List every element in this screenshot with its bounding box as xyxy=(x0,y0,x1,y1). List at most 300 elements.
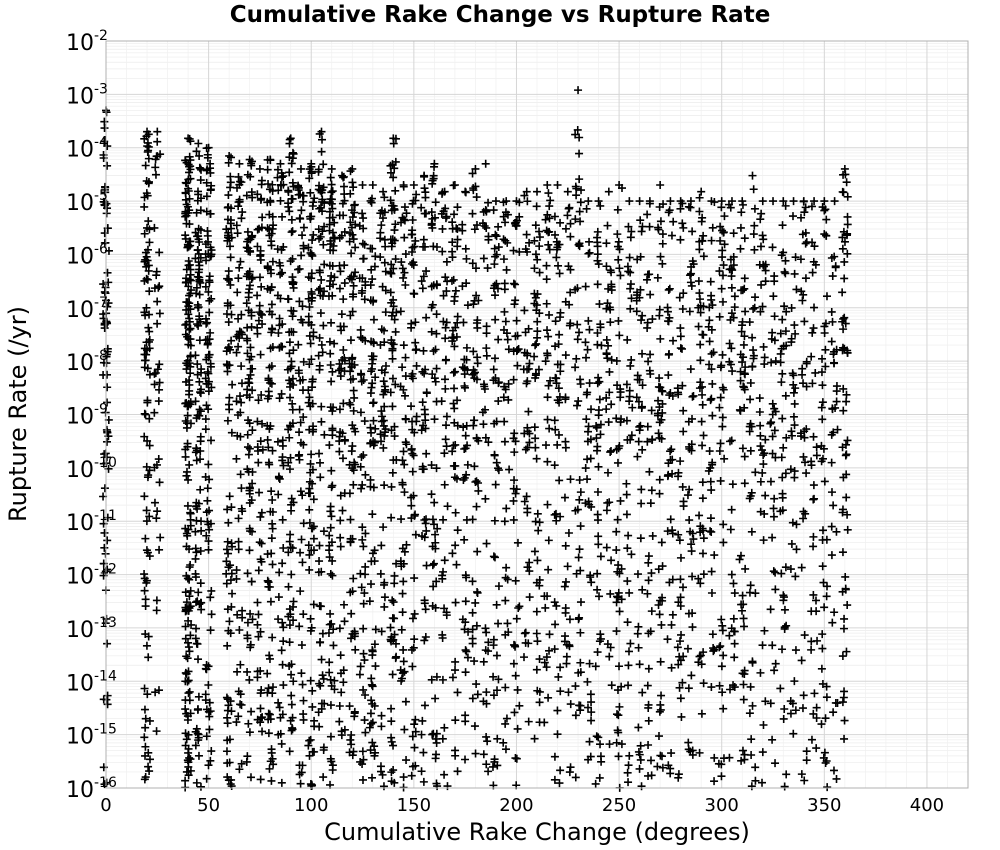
data-point xyxy=(810,324,818,332)
data-point xyxy=(758,779,766,787)
data-point xyxy=(206,593,214,601)
data-point xyxy=(800,197,808,205)
data-point xyxy=(439,735,447,743)
data-point xyxy=(197,389,205,397)
data-point xyxy=(399,577,407,585)
data-point xyxy=(647,499,655,507)
data-point xyxy=(613,710,621,718)
data-point xyxy=(510,448,518,456)
data-point xyxy=(778,453,786,461)
data-point xyxy=(360,650,368,658)
data-point xyxy=(654,274,662,282)
data-point xyxy=(402,698,410,706)
data-point xyxy=(232,455,240,463)
data-point xyxy=(562,225,570,233)
data-point xyxy=(514,604,522,612)
data-point xyxy=(377,722,385,730)
data-point xyxy=(748,528,756,536)
data-point xyxy=(605,188,613,196)
data-point xyxy=(309,231,317,239)
data-point xyxy=(195,752,203,760)
data-point xyxy=(551,426,559,434)
data-point xyxy=(366,476,374,484)
data-point xyxy=(319,241,327,249)
data-point xyxy=(829,501,837,509)
data-point xyxy=(265,684,273,692)
data-point xyxy=(225,401,233,409)
data-point xyxy=(593,238,601,246)
data-point xyxy=(309,198,317,206)
data-point xyxy=(254,447,262,455)
data-point xyxy=(555,331,563,339)
data-point xyxy=(336,624,344,632)
data-point xyxy=(720,261,728,269)
data-point xyxy=(480,658,488,666)
data-point xyxy=(688,227,696,235)
data-point xyxy=(421,406,429,414)
data-point xyxy=(679,583,687,591)
data-point xyxy=(483,540,491,548)
data-point xyxy=(777,570,785,578)
data-point xyxy=(289,406,297,414)
data-point xyxy=(636,660,644,668)
data-point xyxy=(614,516,622,524)
data-point xyxy=(544,694,552,702)
data-point xyxy=(305,506,313,514)
data-point xyxy=(840,258,848,266)
data-point xyxy=(830,608,838,616)
data-point xyxy=(593,586,601,594)
data-point xyxy=(759,235,767,243)
data-point xyxy=(594,516,602,524)
data-point xyxy=(678,345,686,353)
data-point xyxy=(760,262,768,270)
data-point xyxy=(224,519,232,527)
y-tick-label: $10^{-10}$ xyxy=(66,454,117,483)
data-point xyxy=(442,214,450,222)
data-point xyxy=(153,320,161,328)
data-point xyxy=(511,281,519,289)
data-point xyxy=(184,654,192,662)
data-point xyxy=(206,272,214,280)
data-point xyxy=(451,181,459,189)
data-point xyxy=(756,442,764,450)
data-point xyxy=(707,486,715,494)
data-point xyxy=(791,270,799,278)
data-point xyxy=(587,454,595,462)
data-point xyxy=(400,657,408,665)
data-point xyxy=(438,225,446,233)
data-point xyxy=(273,174,281,182)
data-point xyxy=(575,553,583,561)
data-point xyxy=(769,292,777,300)
data-point xyxy=(279,681,287,689)
data-point xyxy=(380,603,388,611)
data-point xyxy=(367,580,375,588)
data-point xyxy=(205,725,213,733)
data-point xyxy=(420,236,428,244)
data-point xyxy=(297,165,305,173)
data-point xyxy=(531,735,539,743)
data-point xyxy=(225,394,233,402)
data-point xyxy=(771,312,779,320)
data-point xyxy=(244,569,252,577)
data-point xyxy=(432,750,440,758)
data-point xyxy=(545,382,553,390)
data-point xyxy=(232,575,240,583)
data-point xyxy=(145,143,153,151)
x-tick-label: 50 xyxy=(197,795,221,816)
data-point xyxy=(462,255,470,263)
data-point xyxy=(788,304,796,312)
data-point xyxy=(335,448,343,456)
data-point xyxy=(645,665,653,673)
data-point xyxy=(289,280,297,288)
data-point xyxy=(358,481,366,489)
data-point xyxy=(328,483,336,491)
data-point xyxy=(256,273,264,281)
data-point xyxy=(710,777,718,785)
data-point xyxy=(615,238,623,246)
data-point xyxy=(533,334,541,342)
data-point xyxy=(574,335,582,343)
data-point xyxy=(298,558,306,566)
data-point xyxy=(444,502,452,510)
data-point xyxy=(269,525,277,533)
data-point xyxy=(567,220,575,228)
data-point xyxy=(583,678,591,686)
data-point xyxy=(237,484,245,492)
data-point xyxy=(648,607,656,615)
data-point xyxy=(718,662,726,670)
data-point xyxy=(708,237,716,245)
data-point xyxy=(719,351,727,359)
data-point xyxy=(256,302,264,310)
data-point xyxy=(151,380,159,388)
data-point xyxy=(533,666,541,674)
data-point xyxy=(615,703,623,711)
data-point xyxy=(821,477,829,485)
data-point xyxy=(245,546,253,554)
data-point xyxy=(339,346,347,354)
data-point xyxy=(203,497,211,505)
data-point xyxy=(379,523,387,531)
x-tick-label: 100 xyxy=(294,795,329,816)
data-point xyxy=(295,622,303,630)
data-point xyxy=(297,251,305,259)
data-point xyxy=(756,432,764,440)
data-point xyxy=(278,559,286,567)
data-point xyxy=(101,124,109,132)
data-point xyxy=(320,431,328,439)
data-point xyxy=(759,641,767,649)
data-point xyxy=(204,405,212,413)
data-point xyxy=(144,324,152,332)
data-point xyxy=(327,361,335,369)
data-point xyxy=(531,444,539,452)
data-point xyxy=(451,716,459,724)
data-point xyxy=(433,310,441,318)
data-point xyxy=(647,756,655,764)
data-point xyxy=(155,282,163,290)
data-point xyxy=(431,415,439,423)
data-point xyxy=(103,209,111,217)
data-point xyxy=(296,549,304,557)
data-point xyxy=(688,547,696,555)
data-point xyxy=(512,577,520,585)
data-point xyxy=(390,226,398,234)
data-point xyxy=(687,671,695,679)
data-point xyxy=(770,513,778,521)
data-point xyxy=(728,367,736,375)
data-point xyxy=(359,255,367,263)
data-point xyxy=(695,245,703,253)
data-point xyxy=(431,694,439,702)
data-point xyxy=(502,564,510,572)
data-point xyxy=(202,401,210,409)
data-point xyxy=(300,224,308,232)
data-point xyxy=(153,596,161,604)
data-point xyxy=(185,689,193,697)
data-point xyxy=(768,534,776,542)
data-point xyxy=(482,160,490,168)
data-point xyxy=(501,279,509,287)
data-point xyxy=(731,640,739,648)
data-point xyxy=(327,503,335,511)
data-point xyxy=(500,235,508,243)
data-point xyxy=(646,350,654,358)
data-point xyxy=(328,181,336,189)
data-point xyxy=(582,283,590,291)
data-point xyxy=(450,384,458,392)
data-point xyxy=(561,438,569,446)
data-point xyxy=(656,335,664,343)
data-point xyxy=(182,588,190,596)
data-point xyxy=(503,619,511,627)
data-point xyxy=(593,570,601,578)
data-point xyxy=(562,660,570,668)
data-point xyxy=(800,317,808,325)
data-point xyxy=(377,762,385,770)
data-point xyxy=(422,314,430,322)
data-point xyxy=(533,608,541,616)
data-point xyxy=(329,187,337,195)
data-point xyxy=(503,266,511,274)
data-point xyxy=(327,676,335,684)
data-point xyxy=(584,428,592,436)
data-point xyxy=(338,310,346,318)
data-point xyxy=(418,426,426,434)
data-point xyxy=(399,264,407,272)
data-point xyxy=(648,486,656,494)
data-point xyxy=(305,551,313,559)
data-point xyxy=(398,363,406,371)
data-point xyxy=(719,705,727,713)
data-point xyxy=(194,588,202,596)
data-point xyxy=(388,402,396,410)
data-point xyxy=(142,411,150,419)
data-point xyxy=(389,235,397,243)
data-point xyxy=(749,702,757,710)
data-point xyxy=(593,341,601,349)
data-point xyxy=(839,698,847,706)
data-point xyxy=(450,369,458,377)
data-point xyxy=(780,705,788,713)
data-point xyxy=(480,750,488,758)
data-point xyxy=(586,738,594,746)
data-point xyxy=(501,684,509,692)
data-point xyxy=(225,318,233,326)
data-point xyxy=(367,720,375,728)
data-point xyxy=(336,285,344,293)
data-point xyxy=(451,293,459,301)
data-point xyxy=(748,657,756,665)
data-point xyxy=(400,773,408,781)
data-point xyxy=(359,686,367,694)
y-tick-label: $10^{-3}$ xyxy=(66,81,108,110)
data-point xyxy=(812,607,820,615)
data-point xyxy=(709,630,717,638)
data-point xyxy=(657,706,665,714)
data-point xyxy=(224,191,232,199)
x-tick-label: 200 xyxy=(499,795,534,816)
data-point xyxy=(256,251,264,259)
data-point xyxy=(430,560,438,568)
data-point xyxy=(411,610,419,618)
data-point xyxy=(514,539,522,547)
data-point xyxy=(225,267,233,275)
data-point xyxy=(514,686,522,694)
data-point xyxy=(150,409,158,417)
data-point xyxy=(608,356,616,364)
data-point xyxy=(769,400,777,408)
data-point xyxy=(687,197,695,205)
data-point xyxy=(144,217,152,225)
data-point xyxy=(575,175,583,183)
data-point xyxy=(573,402,581,410)
data-point xyxy=(402,354,410,362)
data-point xyxy=(204,681,212,689)
data-point xyxy=(357,662,365,670)
data-point xyxy=(274,699,282,707)
data-point xyxy=(633,453,641,461)
data-point xyxy=(710,348,718,356)
data-point xyxy=(194,246,202,254)
data-point xyxy=(726,437,734,445)
data-point xyxy=(274,490,282,498)
data-point xyxy=(255,489,263,497)
data-point xyxy=(603,544,611,552)
data-point xyxy=(587,405,595,413)
data-point xyxy=(770,666,778,674)
data-point xyxy=(443,413,451,421)
data-point xyxy=(832,262,840,270)
data-point xyxy=(317,418,325,426)
data-point xyxy=(664,471,672,479)
data-point xyxy=(779,494,787,502)
data-point xyxy=(602,262,610,270)
data-point xyxy=(408,772,416,780)
y-tick-label: $10^{-16}$ xyxy=(66,775,117,803)
data-point xyxy=(623,491,631,499)
data-point xyxy=(728,272,736,280)
data-point xyxy=(429,561,437,569)
data-point xyxy=(316,638,324,646)
data-point xyxy=(298,641,306,649)
data-point xyxy=(674,774,682,782)
data-point xyxy=(719,298,727,306)
chart-title: Cumulative Rake Change vs Rupture Rate xyxy=(229,2,771,28)
y-tick-label: $10^{-7}$ xyxy=(66,294,108,323)
data-point xyxy=(839,407,847,415)
data-point xyxy=(749,172,757,180)
data-point xyxy=(533,188,541,196)
data-point xyxy=(419,284,427,292)
data-point xyxy=(512,490,520,498)
data-point xyxy=(361,716,369,724)
data-point xyxy=(594,280,602,288)
data-point xyxy=(257,283,265,291)
data-point xyxy=(103,428,111,436)
data-point xyxy=(820,603,828,611)
data-point xyxy=(781,606,789,614)
data-point xyxy=(585,238,593,246)
data-point xyxy=(471,599,479,607)
data-point xyxy=(443,258,451,266)
data-point xyxy=(603,499,611,507)
data-point xyxy=(802,240,810,248)
data-point xyxy=(441,273,449,281)
data-point xyxy=(339,454,347,462)
data-point xyxy=(572,711,580,719)
data-point xyxy=(604,342,612,350)
data-point xyxy=(575,241,583,249)
data-point xyxy=(616,271,624,279)
data-point xyxy=(480,254,488,262)
data-point xyxy=(493,652,501,660)
data-point xyxy=(624,661,632,669)
data-point xyxy=(605,653,613,661)
data-point xyxy=(582,415,590,423)
data-point xyxy=(626,640,634,648)
data-point xyxy=(268,634,276,642)
data-point xyxy=(411,339,419,347)
data-point xyxy=(727,344,735,352)
data-point xyxy=(194,655,202,663)
data-point xyxy=(307,339,315,347)
data-point xyxy=(787,565,795,573)
data-point xyxy=(482,628,490,636)
data-point xyxy=(378,627,386,635)
data-point xyxy=(605,418,613,426)
data-point xyxy=(544,566,552,574)
data-point xyxy=(307,782,315,790)
data-point xyxy=(801,631,809,639)
data-point xyxy=(750,185,758,193)
data-point xyxy=(359,451,367,459)
data-point xyxy=(399,646,407,654)
data-point xyxy=(829,318,837,326)
data-point xyxy=(397,515,405,523)
data-point xyxy=(197,606,205,614)
data-point xyxy=(656,306,664,314)
data-point xyxy=(267,549,275,557)
data-point xyxy=(419,243,427,251)
data-point xyxy=(318,148,326,156)
data-point xyxy=(746,589,754,597)
data-point xyxy=(346,516,354,524)
data-point xyxy=(708,380,716,388)
